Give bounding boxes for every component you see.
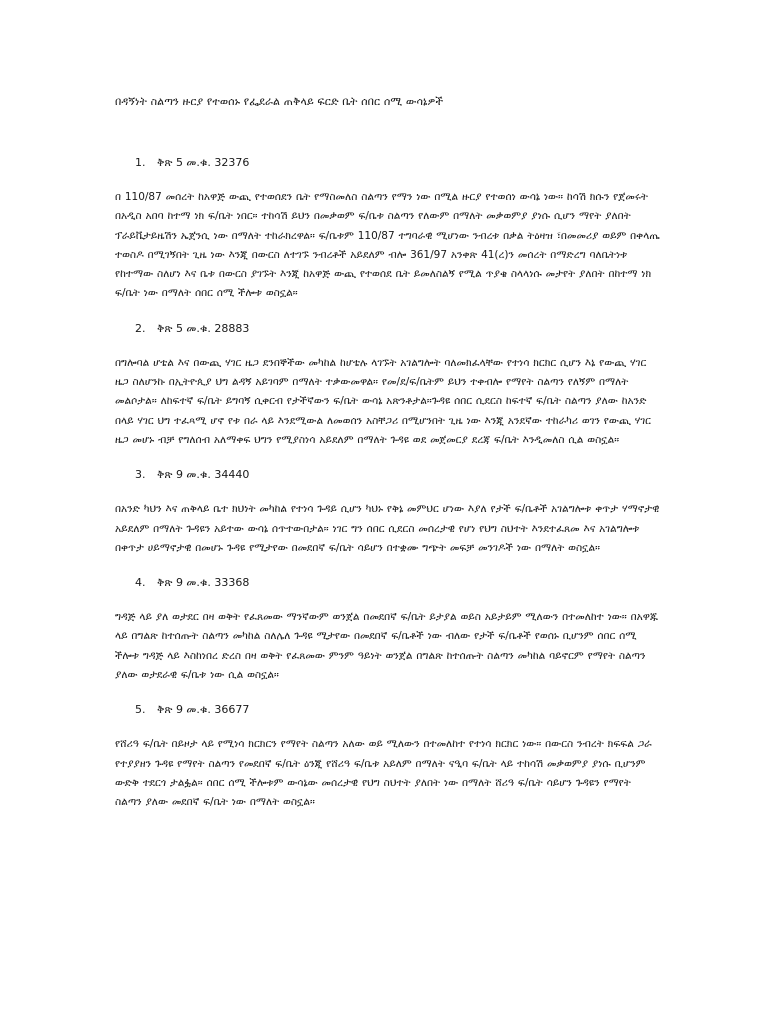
document-title: በዳኝነት ስልጣን ዙርያ የተወሰኑ የፌደራል ጠቅላይ ፍርድ ቤት ሰበር ሰሚ ውሳኔዎች — [115, 95, 444, 108]
case-citation: ቅጽ 9 መ.ቁ. 36677 — [157, 703, 250, 717]
case-heading-5 — [135, 703, 660, 717]
case-number: 5. — [135, 703, 146, 717]
case-heading-4 — [135, 576, 660, 590]
case-heading-2 — [135, 322, 660, 336]
case-citation: ቅጽ 5 መ.ቁ. 28883 — [157, 321, 250, 335]
case-heading-1 — [135, 156, 660, 170]
case-number: 4. — [135, 576, 146, 590]
case-citation: ቅጽ 9 መ.ቁ. 34440 — [157, 468, 250, 482]
case-citation: ቅጽ 9 መ.ቁ. 33368 — [157, 576, 250, 590]
case-paragraph-4: ግዳጅ ላይ ያለ ወታደር በዛ ወቅት የፈጸመው ማንኛውም ወንጀል በመደበኛ ፍ/ቤት ይታያል ወይስ አይታይም ሚለውን በተመለከተ ነው። በአዋጁ ላይ በግልጽ ከተሰጡት ስልጣን መካከል ስለሌለ ጉዳዩ ሚታየው በመደበኛ ፍ/ቤቶች ነው ብለው የታች ፍ/ቤቶች የወሰኑ ቢሆንም ሰበር ሰሚ ችሎቱ ግዳጅ ላይ እስከነበረ ድረስ በዛ ወቅት የፈጸመው ምንም ዓይነት ወንጀል በግልጽ ከተሰጡት ስልጣን መካከል ባይኖርም የማየት ስልጣን ያለው ወታደራዊ ፍ/ቤቱ ነው ሲል ወስኗል። — [115, 611, 658, 682]
case-number: 3. — [135, 468, 146, 482]
case-citation: ቅጽ 5 መ.ቁ. 32376 — [157, 156, 250, 169]
case-number: 1. — [135, 156, 146, 169]
case-paragraph-5: የሸሪዓ ፍ/ቤት በይዞታ ላይ የሚነሳ ክርክርን የማየት ስልጣን አለው ወይ ሚለውን በተመለከተ የተነሳ ክርክር ነው። በውርስ ንብረት ክፍፍል ጋራ የተያያዘን ጉዳዩ የማየት ስልጣን የመደበኛ ፍ/ቤት ዕንጂ የሸሪዓ ፍ/ቤቱ አይለም በማለት ናዒባ ፍ/ቤት ላይ ተከሳሽ መቃወምያ ያነሱ ቢሆንም ውድቅ ተደርጎ ታልፏል። ሰበር ሰሚ ችሎቱም ውሳኔው መሰረታዊ የህግ ስህተት ያለበት ነው በማለት ሸሪዓ ፍ/ቤት ሳይሆን ጉዳዩን የማየት ስልጣን ያለው መደበኛ ፍ/ቤት ነው በማለት ወስኗል። — [115, 738, 652, 809]
case-heading-3 — [135, 468, 660, 482]
case-paragraph-1: በ 110/87 መሰረት ከአዋጅ ውጪ የተወሰደን ቤት የማስመለስ ስልጣን የማን ነው በሚል ዙርያ የተወሰነ ውሳኔ ነው። ከሳሽ ክሱን የጀመሩት በአዲስ አበባ ከተማ ነክ ፍ/ቤት ነበር። ተከሳሽ ይህን በመቃወም ፍ/ቤቱ ስልጣን የለውም በማለት መቃወምያ ያነሱ ሲሆን ማየት ያለበት ፕራይቬታይዜሽን ኤጀንሲ ነው በማለት ተከራክረዋል። ፍ/ቤቱም 110/87 ተግባራዊ ሚሆነው ንብረቱ በቃል ትዕዛዝ ፣በመመሪያ ወይም በቀላጤ ተወስዶ በሚገኝበት ጊዜ ነው እንጂ በውርስ ለተገኙ ንብረቶች አይደለም ብሎ 361/97 አንቀጽ 41(ረ)ን መሰረት በማድረግ ባለቤትነቱ የከተማው ስለሆነ እና ቤቱ በውርስ ያገኙት እንጂ ከአዋጅ ውጪ የተወሰደ ቤት ይመለስልኝ የሚል ጥያቄ ስላላነሱ መታየት ያለበት በከተማ ነክ ፍ/ቤት ነው በማለት ሰበር ሰሚ ችሎቱ ወስኗል። — [115, 191, 660, 300]
case-number: 2. — [135, 321, 146, 335]
case-paragraph-2: በግሎባል ሆቴል እና በውጪ ሃገር ዜጋ ደንበኞችው መካከል ከሆቴሉ ላገኙት አገልግሎት ባለመክፈላቸው የተነሳ ክርክር ሲሆን እኔ የውጪ ሃገር ዜጋ ስለሆንኩ በኢትዮጲያ ህግ ልዳኝ አይገባም በማለት ተቃውመዋል። የመ/ደ/ፍ/ቤትም ይህን ተቀብሎ የማየት ስልጣን የለኝም በማለት መልሶታል። ለከፍተኛ ፍ/ቤት ይግባኝ ሲቀርብ የታችኛውን ፍ/ቤት ውሳኔ አጽንቶታል።ጉዳዩ ሰበር ሲደርስ ከፍተኛ ፍ/ቤት ስልጣን ያለው ከአንድ በላይ ሃገር ህግ ተፈጻሚ ሆኖ የቱ በራ ላይ እንደሚውል ለመወሰን አስቸጋሪ በሚሆንበት ጊዜ ነው እንጂ አንደኛው ተከራካሪ ወገን የውጪ ሃገር ዜጋ መሆኑ ብቻ የግለሰብ አለማቀፍ ህግን የሚያስነሳ አይደለም በማለት ጉዳዩ ወደ መጀመርያ ደረጃ ፍ/ቤት እንዲመለስ ሲል ወስኗል። — [115, 356, 651, 446]
case-paragraph-3: በአንድ ካህን እና ጠቅላይ ቤተ ክህነት መካከል የተነሳ ጉዳይ ሲሆን ካህኑ የቅኔ መምህር ሆነው እያለ የታች ፍ/ቤቶች አገልግሎቱ ቀጥታ ሃማኖታዊ አይደለም በማለት ጉዳዩን አይተው ውሳኔ ሰጥተውበታል። ነገር ግን ሰበር ሲደርስ መሰረታዊ የሆነ የህግ ስህተት እንደተፈጸመ እና አገልግሎቱ በቀጥታ ሀይማኖታዊ በመሆኑ ጉዳዩ የሚታየው በመደበኛ ፍ/ቤት ሳይሆን በተቋሙ ግጭት መፍቻ መንገዶች ነው በማለት ወስኗል። — [115, 503, 660, 554]
